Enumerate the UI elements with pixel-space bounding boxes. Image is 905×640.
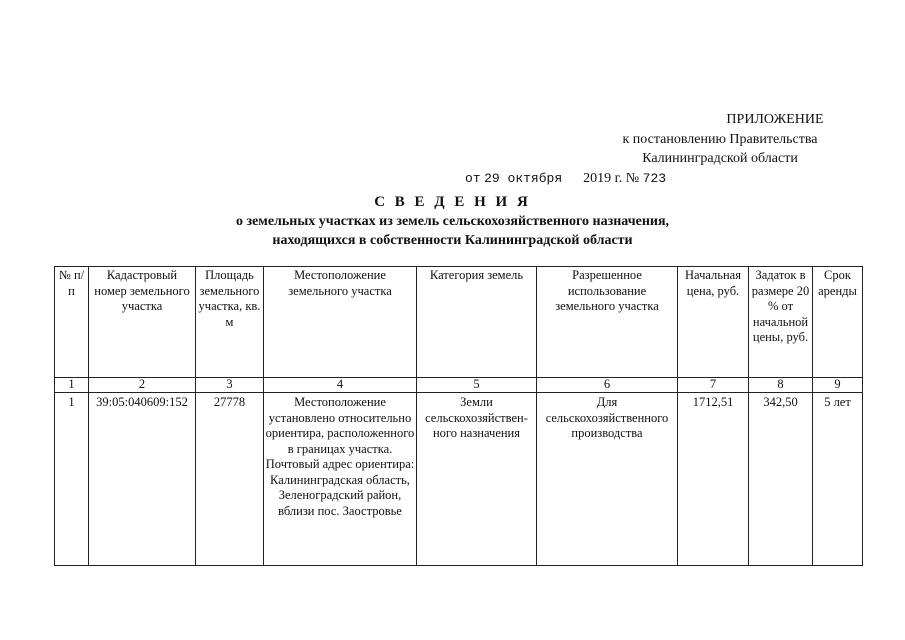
header-cell-area: Площадь земельного участка, кв. м: [196, 267, 264, 378]
header-cell-number: № п/п: [55, 267, 89, 378]
cell-usage: Для сельскохозяйственного производства: [537, 393, 678, 566]
column-number: 3: [196, 378, 264, 393]
cell-location: Местоположение установлено относительно ориентира, расположенного в границах участка. Почтовый адрес ориентира: Калининградская область, Зеленоградский район, вблизи пос. Заостровье: [264, 393, 417, 566]
column-number: 2: [89, 378, 196, 393]
column-number: 6: [537, 378, 678, 393]
header-cell-location: Местоположение земельного участка: [264, 267, 417, 378]
header-cell-price: Начальная цена, руб.: [678, 267, 749, 378]
column-number: 1: [55, 378, 89, 393]
date-prefix: от: [465, 170, 481, 186]
date-year: 2019 г. №: [583, 170, 640, 186]
heading-subtitle-1: о земельных участках из земель сельскохозяйственного назначения,: [235, 214, 670, 229]
column-number: 9: [813, 378, 863, 393]
cell-area: 27778: [196, 393, 264, 566]
cell-deposit: 342,50: [749, 393, 813, 566]
table-row: [55, 393, 863, 566]
column-number: 7: [678, 378, 749, 393]
appendix-block: [465, 110, 865, 188]
column-number: 8: [749, 378, 813, 393]
heading-title: С В Е Д Е Н И Я: [374, 194, 531, 210]
date-day-month: 29 октября: [484, 170, 563, 186]
header-cell-deposit: Задаток в размере 20 % от начальной цены, руб.: [749, 267, 813, 378]
cell-price: 1712,51: [678, 393, 749, 566]
appendix-line-resolution: к постановлению Правительства: [622, 131, 818, 147]
appendix-date-line: [465, 169, 865, 189]
header-cell-category: Категория земель: [417, 267, 537, 378]
table-header-row: [55, 267, 863, 378]
column-number: 4: [264, 378, 417, 393]
appendix-line-region: Калининградской области: [642, 151, 798, 166]
resolution-number: 723: [642, 170, 667, 186]
heading-subtitle-2: находящихся в собственности Калининградской области: [272, 233, 633, 248]
cell-lease-term: 5 лет: [813, 393, 863, 566]
cell-row-number: 1: [55, 393, 89, 566]
header-cell-usage: Разрешенное использование земельного участка: [537, 267, 678, 378]
document-heading: [0, 193, 905, 250]
appendix-title: ПРИЛОЖЕНИЕ: [726, 112, 824, 127]
header-cell-lease-term: Срок аренды: [813, 267, 863, 378]
column-numbers-row: [55, 378, 863, 393]
column-number: 5: [417, 378, 537, 393]
header-cell-cadastral: Кадастровый номер земельного участка: [89, 267, 196, 378]
land-plots-table: [54, 266, 863, 566]
cell-category: Земли сельскохозяйствен-ного назначения: [417, 393, 537, 566]
cell-cadastral-number: 39:05:040609:152: [89, 393, 196, 566]
